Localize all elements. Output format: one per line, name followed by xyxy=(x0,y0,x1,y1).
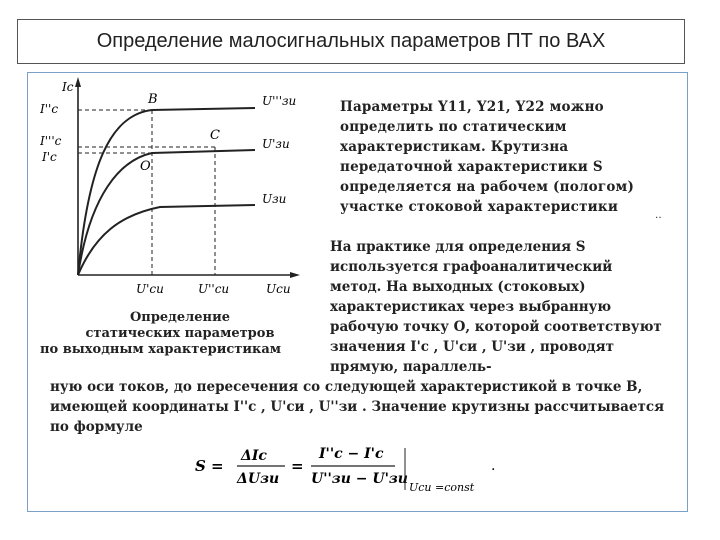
y-axis-label: Ic xyxy=(62,80,74,94)
formula-frac2-den: U''зи − U'зи xyxy=(311,471,408,487)
formula xyxy=(195,440,505,495)
output-characteristics-graph xyxy=(40,75,310,300)
caption-line-2: статических параметров xyxy=(85,326,275,341)
formula-lhs: S = xyxy=(195,457,224,475)
formula-condition: Uси =const xyxy=(409,481,475,494)
graph-caption xyxy=(40,310,320,358)
y-axis-arrow xyxy=(75,77,81,87)
dash-mark: ‥ xyxy=(655,210,662,221)
x-axis-label: Uси xyxy=(266,282,291,296)
formula-frac2-num: I''с − I'с xyxy=(319,446,384,462)
curve-label-lower: Uзи xyxy=(262,192,287,206)
slide-title: Определение малосигнальных параметров ПТ по ВАХ xyxy=(17,19,685,64)
formula-eq: = xyxy=(291,457,304,475)
paragraph-1: Параметры Y11, Y21, Y22 можно определить по статическим характеристикам. Крутизна передаточной характеристики S определяется на рабочем (пологом) участке стоковой характеристики xyxy=(340,99,635,215)
paragraph-2: На практике для определения S используется графоаналитический метод. На выходных (стоковых) характеристиках через выбранную рабочую точку О, которой соответствуют значения I'с , U'си , U'зи , проводят прямую, параллель- xyxy=(330,239,662,375)
curve-label-upper: U'''зи xyxy=(262,94,297,108)
caption-line-1: Определение xyxy=(129,310,230,325)
x-axis-arrow xyxy=(290,272,300,278)
formula-period: . xyxy=(491,458,496,474)
curve-middle xyxy=(78,150,255,275)
formula-frac1-den: ΔUзи xyxy=(237,471,280,487)
point-O: O xyxy=(140,159,151,174)
y-tick-1: I''с xyxy=(40,102,59,116)
point-B: B xyxy=(148,92,158,107)
y-tick-3: I'с xyxy=(42,150,57,164)
curve-label-middle: U'зи xyxy=(262,137,290,151)
x-tick-2: U''си xyxy=(198,282,230,296)
x-tick-1: U'си xyxy=(136,282,164,296)
curve-lower xyxy=(78,205,255,275)
formula-frac1-num: ΔIс xyxy=(241,448,267,464)
caption-line-3: по выходным характеристикам xyxy=(40,342,282,357)
paragraph-3: ную оси токов, до пересечения со следующей характеристикой в точке В, имеющей координаты I''с , U'си , U''зи . Значение крутизны рассчитывается по формуле xyxy=(50,379,665,435)
y-tick-2: I'''с xyxy=(40,134,62,148)
point-C: C xyxy=(210,128,220,143)
